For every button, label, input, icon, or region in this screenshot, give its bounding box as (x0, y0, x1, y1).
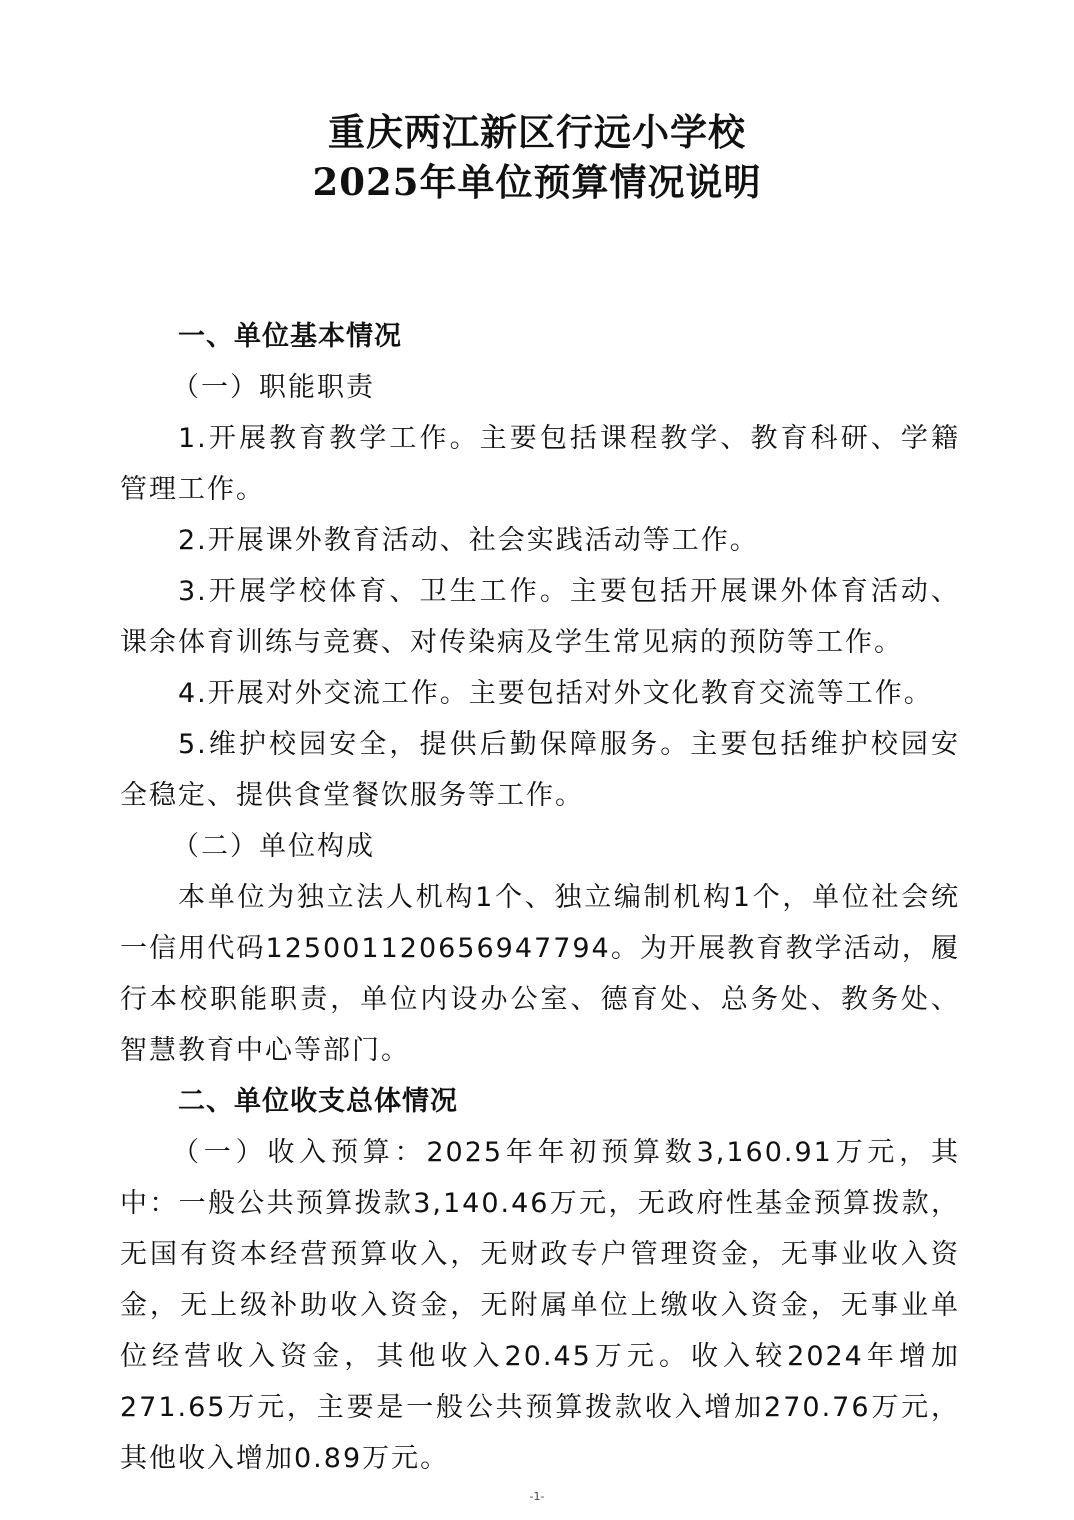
section-heading-income-expense: 二、单位收支总体情况 (178, 1086, 458, 1117)
income-budget-paragraph: （一）收入预算：2025年年初预算数3,160.91万元，其中：一般公共预算拨款3,140.46万元，无政府性基金预算拨款，无国有资本经营预算收入，无财政专户管理资金，无事业收入资金，无上级补助收入资金，无附属单位上缴收入资金，无事业单位经营收入资金，其他收入20.45万元。收入较2024年增加271.65万元，主要是一般公共预算拨款收入增加270.76万元，其他收入增加0.89万元。 (120, 1137, 960, 1474)
duty-item-2: 2.开展课外教育活动、社会实践活动等工作。 (178, 525, 759, 556)
subsection-heading-duties: （一）职能职责 (172, 372, 375, 403)
section-heading-basic-info: 一、单位基本情况 (178, 321, 402, 352)
document-title-line2: 2025年单位预算情况说明 (312, 160, 762, 204)
duty-item-4: 4.开展对外交流工作。主要包括对外文化教育交流等工作。 (178, 678, 933, 709)
page-number: -1- (529, 1490, 545, 1503)
composition-paragraph: 本单位为独立法人机构1个、独立编制机构1个，单位社会统一信用代码12500112065694779​4。为开展教育教学活动，履行本校职能职责，单位内设办公室、德育处、总务处、教务处、智慧教育中心等部门。 (120, 882, 960, 1066)
duty-item-5: 5.维护校园安全，提供后勤保障服务。主要包括维护校园安全稳定、提供食堂餐饮服务等工作。 (120, 729, 960, 811)
document-title-line1: 重庆两江新区行远小学校 (328, 110, 746, 154)
duty-item-1: 1.开展教育教学工作。主要包括课程教学、教育科研、学籍管理工作。 (120, 423, 960, 505)
subsection-heading-composition: （二）单位构成 (172, 831, 375, 862)
duty-item-3: 3.开展学校体育、卫生工作。主要包括开展课外体育活动、课余体育训练与竞赛、对传染病及学生常见病的预防等工作。 (120, 576, 960, 658)
